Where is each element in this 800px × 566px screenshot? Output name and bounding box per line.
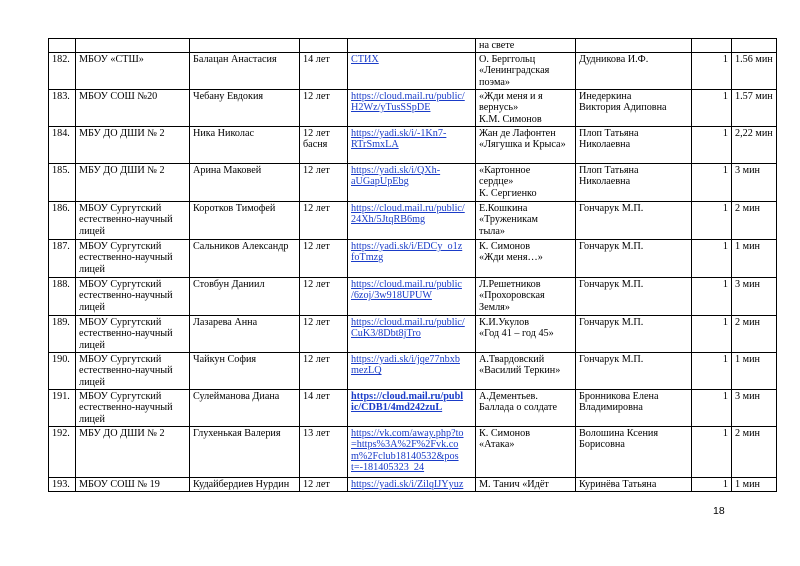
org-line: МБУ ДО ДШИ № 2: [79, 164, 165, 176]
link-line: https://yadi.sk/i/ZilqIJYyuz: [351, 478, 464, 490]
cell-teacher: [576, 239, 692, 277]
work-line: К. Симонов: [479, 240, 531, 252]
name-line: Стовбун Даниил: [193, 278, 265, 290]
work-line: Земля»: [479, 301, 510, 313]
cell-num: 184.: [49, 126, 76, 163]
cell-duration: [732, 39, 777, 53]
name-line: Арина Маковей: [193, 164, 262, 176]
cell-num: 192.: [49, 426, 76, 477]
work-line: «Василий Теркин»: [479, 365, 561, 377]
org-line: МБОУ СОШ № 19: [79, 478, 160, 490]
org-line: естественно-научный: [79, 328, 173, 340]
cell-link: [348, 426, 476, 477]
cell-work: [476, 426, 576, 477]
age-line: 12 лет: [303, 240, 330, 252]
age-line: 12 лет: [303, 478, 330, 490]
video-link[interactable]: [351, 54, 472, 66]
cell-org: [76, 39, 190, 53]
cell-num: [49, 39, 76, 53]
org-line: МБОУ СОШ №20: [79, 90, 158, 102]
work-line: М. Танич «Идёт: [479, 478, 549, 490]
name-line: Балацан Анастасия: [193, 53, 277, 65]
age-line: 12 лет: [303, 90, 330, 102]
cell-qty: 1: [692, 163, 732, 201]
link-line: ic/CDB1/4md242zuL: [351, 402, 443, 414]
cell-work: [476, 315, 576, 352]
cell-num: 185.: [49, 163, 76, 201]
cell-name: [190, 389, 300, 426]
cell-teacher: [576, 89, 692, 126]
cell-qty: 1: [692, 201, 732, 239]
cell-age: [300, 352, 348, 389]
link-line: https://cloud.mail.ru/publ: [351, 390, 464, 402]
cell-org: [76, 477, 190, 491]
teacher-line: Владимировна: [579, 402, 643, 414]
cell-org: [76, 352, 190, 389]
org-line: лицей: [79, 263, 105, 275]
cell-duration: 3 мин: [732, 277, 777, 315]
org-line: МБУ ДО ДШИ № 2: [79, 127, 165, 139]
video-link[interactable]: [351, 428, 472, 474]
org-line: естественно-научный: [79, 290, 173, 302]
link-line: =https%3A%2F%2Fvk.co: [351, 439, 459, 451]
work-line: тыла»: [479, 225, 505, 237]
cell-org: [76, 89, 190, 126]
name-line: Коротков Тимофей: [193, 202, 276, 214]
cell-num: 193.: [49, 477, 76, 491]
cell-duration: 2 мин: [732, 426, 777, 477]
name-line: Сулейманова Диана: [193, 390, 280, 402]
cell-org: [76, 126, 190, 163]
link-line: RTrSmxLA: [351, 139, 399, 151]
age-line: 12 лет: [303, 278, 330, 290]
cell-name: [190, 426, 300, 477]
cell-work: [476, 389, 576, 426]
video-link[interactable]: [351, 165, 472, 188]
teacher-line: Борисовна: [579, 439, 625, 451]
teacher-line: Виктория Адиповна: [579, 102, 667, 114]
teacher-line: Николаевна: [579, 139, 631, 151]
cell-work: [476, 126, 576, 163]
cell-duration: 3 мин: [732, 389, 777, 426]
cell-work: [476, 163, 576, 201]
cell-org: [76, 315, 190, 352]
cell-num: 186.: [49, 201, 76, 239]
teacher-line: Плоп Татьяна: [579, 164, 639, 176]
cell-age: [300, 126, 348, 163]
work-line: Жан де Лафонтен: [479, 127, 556, 139]
cell-name: [190, 126, 300, 163]
link-line: CuK3/8Dbt8jTro: [351, 328, 421, 340]
table-row: [49, 277, 777, 315]
cell-link: [348, 477, 476, 491]
name-line: Лазарева Анна: [193, 316, 258, 328]
cell-name: [190, 89, 300, 126]
teacher-line: Плоп Татьяна: [579, 127, 639, 139]
table-body: [49, 39, 777, 492]
video-link[interactable]: [351, 241, 472, 264]
cell-work: [476, 239, 576, 277]
org-line: лицей: [79, 376, 105, 388]
table-row: [49, 315, 777, 352]
registry-table: [48, 38, 777, 492]
cell-duration: 1 мин: [732, 352, 777, 389]
cell-link: [348, 277, 476, 315]
cell-duration: 2 мин: [732, 315, 777, 352]
work-line: «Жди меня и я: [479, 90, 543, 102]
cell-qty: 1: [692, 52, 732, 89]
cell-age: [300, 163, 348, 201]
cell-teacher: [576, 52, 692, 89]
cell-age: [300, 389, 348, 426]
cell-teacher: [576, 163, 692, 201]
teacher-line: Гончарук М.П.: [579, 240, 644, 252]
cell-age: [300, 426, 348, 477]
org-line: МБОУ Сургутский: [79, 202, 162, 214]
cell-num: 190.: [49, 352, 76, 389]
work-line: «Год 41 – год 45»: [479, 328, 554, 340]
cell-teacher: [576, 201, 692, 239]
cell-duration: 2,22 мин: [732, 126, 777, 163]
work-line: вернусь»: [479, 102, 519, 114]
work-line: поэма»: [479, 76, 510, 88]
work-line: К. Сергиенко: [479, 187, 537, 199]
cell-teacher: [576, 389, 692, 426]
cell-link: [348, 163, 476, 201]
work-line: К.М. Симонов: [479, 113, 542, 125]
org-line: МБУ ДО ДШИ № 2: [79, 427, 165, 439]
org-line: МБОУ «СТШ»: [79, 53, 144, 65]
cell-age: [300, 277, 348, 315]
cell-qty: 1: [692, 477, 732, 491]
cell-name: [190, 352, 300, 389]
cell-name: [190, 239, 300, 277]
age-line: 12 лет: [303, 164, 330, 176]
link-line: https://cloud.mail.ru/public: [351, 278, 462, 290]
teacher-line: Гончарук М.П.: [579, 353, 644, 365]
cell-qty: 1: [692, 277, 732, 315]
cell-teacher: [576, 277, 692, 315]
cell-link: [348, 126, 476, 163]
cell-org: [76, 201, 190, 239]
cell-duration: 1 мин: [732, 477, 777, 491]
name-line: Чайкун София: [193, 353, 257, 365]
link-line: H2Wz/yTusSSpDE: [351, 102, 431, 114]
cell-age: [300, 201, 348, 239]
cell-name: [190, 39, 300, 53]
link-line: https://yadi.sk/i/-1Kn7-: [351, 127, 447, 139]
cell-org: [76, 163, 190, 201]
org-line: естественно-научный: [79, 402, 173, 414]
cell-name: [190, 315, 300, 352]
work-line: А.Твардовский: [479, 353, 545, 365]
age-line: 14 лет: [303, 390, 330, 402]
work-line: «Атака»: [479, 439, 515, 451]
work-line: К.И.Укулов: [479, 316, 530, 328]
age-line: 12 лет: [303, 353, 330, 365]
cell-age: [300, 89, 348, 126]
link-line: 24Xh/5JtqRB6mg: [351, 214, 426, 226]
cell-qty: 1: [692, 426, 732, 477]
work-line: А.Дементьев.: [479, 390, 538, 402]
name-line: Ника Николас: [193, 127, 254, 139]
org-line: лицей: [79, 339, 105, 351]
link-line: /6zoj/3w918UPUW: [351, 290, 432, 302]
cell-qty: 1: [692, 389, 732, 426]
video-link[interactable]: [351, 91, 472, 114]
teacher-line: Гончарук М.П.: [579, 202, 644, 214]
age-line: 12 лет: [303, 316, 330, 328]
page-number: 18: [713, 505, 725, 517]
org-line: МБОУ Сургутский: [79, 316, 162, 328]
cell-age: [300, 315, 348, 352]
cell-num: 188.: [49, 277, 76, 315]
link-line: СТИХ: [351, 53, 379, 65]
link-line: https://yadi.sk/i/QXh-: [351, 164, 441, 176]
work-line: «Прохоровская: [479, 290, 545, 302]
cell-org: [76, 389, 190, 426]
video-link[interactable]: [351, 391, 472, 414]
work-line: Л.Решетников: [479, 278, 541, 290]
cell-name: [190, 277, 300, 315]
table-row: [49, 52, 777, 89]
cell-link: [348, 389, 476, 426]
teacher-line: Инедеркина: [579, 90, 632, 102]
link-line: https://cloud.mail.ru/public/: [351, 316, 465, 328]
org-line: МБОУ Сургутский: [79, 240, 162, 252]
video-link[interactable]: [351, 279, 472, 302]
teacher-line: Дудникова И.Ф.: [579, 53, 649, 65]
org-line: естественно-научный: [79, 214, 173, 226]
cell-duration: 3 мин: [732, 163, 777, 201]
org-line: МБОУ Сургутский: [79, 353, 162, 365]
cell-link: [348, 315, 476, 352]
cell-link: [348, 201, 476, 239]
org-line: лицей: [79, 225, 105, 237]
link-line: https://cloud.mail.ru/public/: [351, 90, 465, 102]
cell-num: 182.: [49, 52, 76, 89]
work-line: Е.Кошкина: [479, 202, 528, 214]
cell-work: [476, 89, 576, 126]
link-line: t=-181405323_24: [351, 462, 425, 474]
link-line: https://cloud.mail.ru/public/: [351, 202, 465, 214]
link-line: https://yadi.sk/i/jqe77nbxb: [351, 353, 460, 365]
name-line: Чебану Евдокия: [193, 90, 264, 102]
cell-duration: 1.56 мин: [732, 52, 777, 89]
cell-qty: 1: [692, 239, 732, 277]
cell-qty: 1: [692, 352, 732, 389]
cell-name: [190, 477, 300, 491]
org-line: МБОУ Сургутский: [79, 390, 162, 402]
org-line: естественно-научный: [79, 252, 173, 264]
cell-org: [76, 426, 190, 477]
table-row: [49, 477, 777, 491]
table-row-continued: [49, 39, 777, 53]
link-line: mezLQ: [351, 365, 382, 377]
link-line: m%2Fclub18140532&pos: [351, 450, 459, 462]
cell-link: [348, 52, 476, 89]
table-row: [49, 126, 777, 163]
cell-duration: 2 мин: [732, 201, 777, 239]
work-line: Баллада о солдате: [479, 402, 558, 414]
cell-org: [76, 277, 190, 315]
video-link[interactable]: [351, 203, 472, 226]
cell-work: [476, 201, 576, 239]
cell-teacher: [576, 126, 692, 163]
work-line: К. Симонов: [479, 427, 531, 439]
cell-qty: [692, 39, 732, 53]
work-line: «Лягушка и Крыса»: [479, 139, 566, 151]
teacher-line: Гончарук М.П.: [579, 316, 644, 328]
cell-duration: 1 мин: [732, 239, 777, 277]
cell-teacher: [576, 477, 692, 491]
cell-qty: 1: [692, 89, 732, 126]
link-line: https://yadi.sk/i/EDCy_o1z: [351, 240, 463, 252]
cell-duration: 1.57 мин: [732, 89, 777, 126]
age-line: 12 лет: [303, 127, 330, 139]
cell-num: 187.: [49, 239, 76, 277]
cell-name: [190, 163, 300, 201]
cell-name: [190, 201, 300, 239]
cell-num: 183.: [49, 89, 76, 126]
cell-name: [190, 52, 300, 89]
teacher-line: Гончарук М.П.: [579, 278, 644, 290]
name-line: Глухенькая Валерия: [193, 427, 281, 439]
cell-age: [300, 52, 348, 89]
link-line: aUGapUpEbg: [351, 176, 409, 188]
cell-link: [348, 352, 476, 389]
cell-num: 191.: [49, 389, 76, 426]
cell-num: 189.: [49, 315, 76, 352]
video-link[interactable]: [351, 479, 472, 491]
cell-teacher: [576, 39, 692, 53]
table-row: [49, 163, 777, 201]
video-link[interactable]: [351, 354, 472, 377]
org-line: естественно-научный: [79, 365, 173, 377]
org-line: лицей: [79, 301, 105, 313]
cell-teacher: [576, 352, 692, 389]
name-line: Кудайбердиев Нурдин: [193, 478, 290, 490]
cell-age: [300, 477, 348, 491]
cell-qty: 1: [692, 126, 732, 163]
table-row: [49, 389, 777, 426]
cell-work: [476, 277, 576, 315]
cell-teacher: [576, 426, 692, 477]
cell-org: [76, 239, 190, 277]
org-line: лицей: [79, 413, 105, 425]
teacher-line: Куринёва Татьяна: [579, 478, 657, 490]
cell-link: [348, 89, 476, 126]
teacher-line: Волошина Ксения: [579, 427, 659, 439]
cell-work: [476, 352, 576, 389]
link-line: https://vk.com/away.php?to: [351, 427, 464, 439]
table-row: [49, 426, 777, 477]
cell-link: [348, 239, 476, 277]
work-line: «Жди меня…»: [479, 252, 543, 264]
cell-age: [300, 39, 348, 53]
video-link[interactable]: [351, 128, 472, 151]
work-line: О. Берггольц: [479, 53, 536, 65]
table-row: [49, 239, 777, 277]
table-row: [49, 352, 777, 389]
org-line: МБОУ Сургутский: [79, 278, 162, 290]
cell-link: [348, 39, 476, 53]
age-line: 14 лет: [303, 53, 330, 65]
age-line: басня: [303, 139, 328, 151]
work-line: «Труженикам: [479, 214, 538, 226]
cell-work: [476, 52, 576, 89]
video-link[interactable]: [351, 317, 472, 340]
table-row: [49, 201, 777, 239]
cell-teacher: [576, 315, 692, 352]
cell-org: [76, 52, 190, 89]
cell-work: [476, 477, 576, 491]
name-line: Сальников Александр: [193, 240, 289, 252]
age-line: 13 лет: [303, 427, 330, 439]
cell-work: на свете: [476, 39, 576, 53]
link-line: foTmzg: [351, 252, 384, 264]
work-line: «Ленинградская: [479, 65, 550, 77]
cell-qty: 1: [692, 315, 732, 352]
cell-age: [300, 239, 348, 277]
teacher-line: Николаевна: [579, 176, 631, 188]
teacher-line: Бронникова Елена: [579, 390, 659, 402]
work-line: сердце»: [479, 176, 514, 188]
age-line: 12 лет: [303, 202, 330, 214]
table-row: [49, 89, 777, 126]
work-line: «Картонное: [479, 164, 531, 176]
